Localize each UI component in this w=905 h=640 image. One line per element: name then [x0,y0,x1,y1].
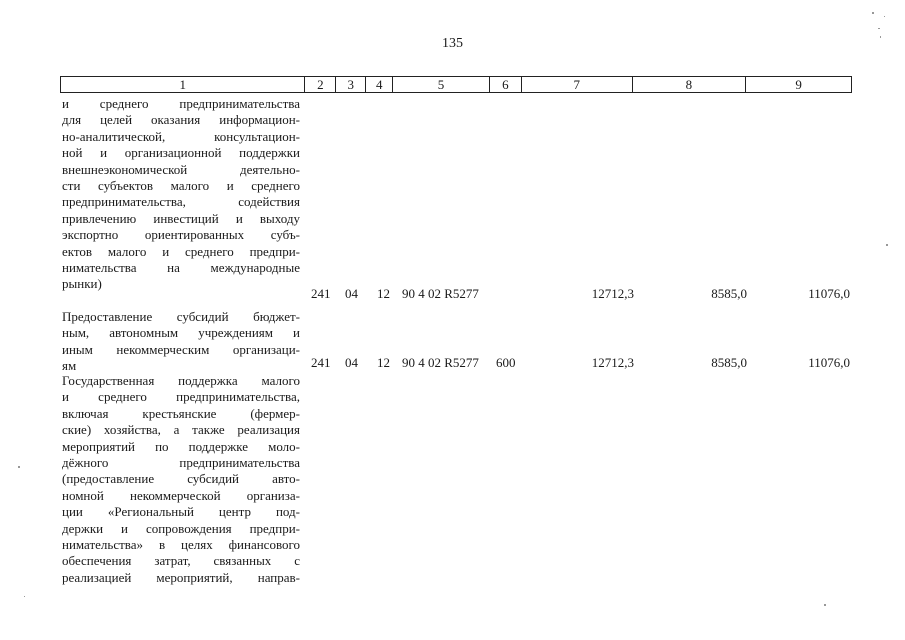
description-line: нимательства» в целях финансового [62,537,300,553]
description-line: внешнеэкономической деятельно- [62,161,300,177]
description-line: экспортно ориентированных субъ- [62,227,300,243]
description-line: сти субъектов малого и среднего [62,178,300,194]
table-header-cell: 1 [61,77,305,92]
description-line: иным некоммерческим организаци- [62,341,300,357]
description-line: ектов малого и среднего предпри- [62,243,300,259]
page-number: 135 [442,36,463,51]
subsection-code-cell: 12 [377,286,390,301]
description-line: нимательства на международные [62,260,300,276]
amount-year1-cell: 12712,3 [591,355,634,370]
amount-year2-cell: 8585,0 [711,286,747,301]
table-row [0,355,905,371]
amount-year3-cell: 11076,0 [808,286,850,301]
target-article-cell: 90 4 02 R5277 [402,355,479,370]
scan-speck [872,12,874,14]
target-article-cell: 90 4 02 R5277 [402,286,479,301]
scan-speck [824,604,826,606]
table-header-cell: 9 [795,77,802,92]
description-line: и среднего предпринимательства, [62,389,300,405]
description-line: ские) хозяйства, а также реализация [62,422,300,438]
description-line: Государственная поддержка малого [62,373,300,388]
amount-year3-cell: 11076,0 [808,355,850,370]
description-line: мероприятий по поддержке моло- [62,438,300,454]
expense-type-cell: 600 [496,355,516,370]
scan-speck [884,16,885,17]
scan-speck [886,244,888,246]
amount-year1-cell: 12712,3 [591,286,634,301]
amount-year2-cell: 8585,0 [711,355,747,370]
section-code-cell: 04 [345,286,358,301]
description-block-continuation [62,96,300,293]
description-line: номной некоммерческой организа- [62,487,300,503]
description-line: держки и сопровождения предпри- [62,520,300,536]
description-line: (предоставление субсидий авто- [62,471,300,487]
description-line: привлечению инвестиций и выходу [62,210,300,226]
table-row [0,286,905,302]
description-line: ным, автономным учреждениям и [62,325,300,341]
description-line: обеспечения затрат, связанных с [62,553,300,569]
description-line: включая крестьянские (фермер- [62,405,300,421]
section-code-cell: 04 [345,355,358,370]
table-header-cell: 8 [633,77,747,92]
table-header-cell: 2 [305,77,336,92]
description-line: предпринимательства, содействия [62,194,300,210]
scan-speck [880,36,881,38]
description-line: дёжного предпринимательства [62,455,300,471]
subsection-code-cell: 12 [377,355,390,370]
description-line: ной и организационной поддержки [62,145,300,161]
description-line: рынки) [62,276,102,292]
table-header-cell: 5 [393,77,490,92]
description-line: но-аналитической, консультацион- [62,128,300,144]
description-line: ям [62,358,77,374]
table-header-cell: 4 [366,77,393,92]
table-header-cell: 3 [336,77,366,92]
description-block-state-support [62,373,300,586]
table-header-row [60,76,852,93]
scan-speck [878,28,880,29]
description-line: для целей оказания информацион- [62,112,300,128]
description-line: и среднего предпринимательства [62,96,300,111]
admin-code-cell: 241 [311,286,331,301]
admin-code-cell: 241 [311,355,331,370]
table-header-cell: 7 [522,77,633,92]
description-line: Предоставление субсидий бюджет- [62,309,300,324]
scan-speck [18,466,20,468]
description-line: ции «Региональный центр под- [62,504,300,520]
description-line: реализацией мероприятий, направ- [62,569,300,585]
scan-speck [24,596,25,597]
table-header-cell: 6 [490,77,522,92]
